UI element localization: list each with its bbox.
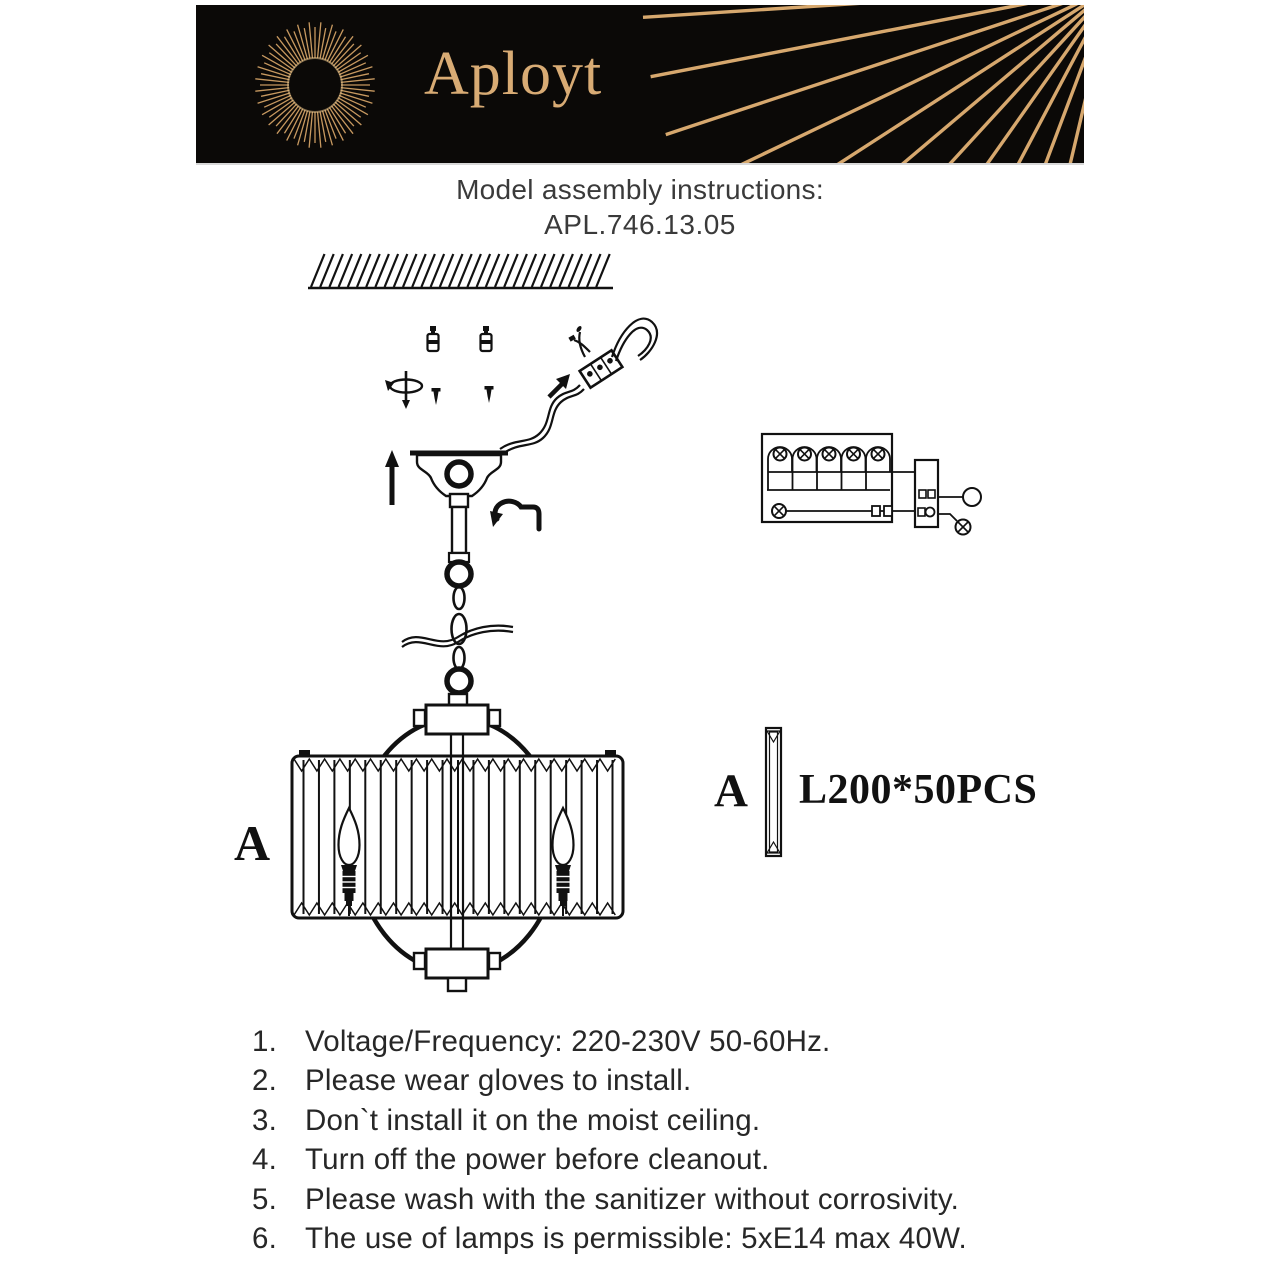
wiring-diagram bbox=[762, 434, 981, 535]
chain-drawing bbox=[402, 507, 513, 693]
model-number: APL.746.13.05 bbox=[544, 209, 736, 240]
item-text: Please wear gloves to install. bbox=[305, 1064, 692, 1098]
legend-spec: L200*50PCS bbox=[799, 767, 1038, 813]
chandelier-drawing bbox=[292, 694, 623, 991]
top-hub bbox=[426, 705, 488, 734]
ground-terminal bbox=[963, 488, 981, 506]
terminal-connector-icon bbox=[580, 350, 623, 387]
ceiling-canopy-drawing bbox=[410, 453, 508, 507]
item-number: 6. bbox=[252, 1222, 278, 1256]
anchor-plug-icon bbox=[481, 326, 492, 351]
item-number: 1. bbox=[252, 1025, 278, 1058]
screw-icon bbox=[432, 388, 441, 405]
item-number: 2. bbox=[252, 1064, 278, 1098]
brand-name: Aployt bbox=[424, 40, 603, 108]
anchor-plug-icon bbox=[428, 326, 439, 351]
item-text: Voltage/Frequency: 220-230V 50-60Hz. bbox=[305, 1025, 831, 1058]
bottom-hub bbox=[426, 949, 488, 978]
legend-part-label: A bbox=[714, 765, 748, 817]
instruction-item bbox=[252, 1180, 967, 1219]
item-text: Please wash with the sanitizer without corrosivity. bbox=[305, 1182, 959, 1216]
mains-cable-drawing bbox=[500, 319, 657, 453]
instruction-item bbox=[252, 1022, 967, 1061]
instruction-item bbox=[252, 1140, 967, 1179]
instruction-item bbox=[252, 1061, 967, 1100]
legend-crystal-drawing bbox=[766, 728, 781, 856]
doc-title: Model assembly instructions: bbox=[456, 174, 824, 205]
item-text: Turn off the power before cleanout. bbox=[305, 1143, 770, 1177]
screw-icon bbox=[485, 386, 494, 403]
rotate-screw-icon bbox=[385, 371, 422, 409]
item-number: 5. bbox=[252, 1182, 278, 1216]
instruction-item bbox=[252, 1101, 967, 1140]
item-number: 3. bbox=[252, 1103, 278, 1137]
item-text: The use of lamps is permissible: 5xE14 max 40W. bbox=[305, 1222, 967, 1256]
ceiling-hatch bbox=[308, 254, 613, 288]
up-arrow-icon bbox=[385, 450, 399, 505]
part-label-a: A bbox=[234, 815, 271, 871]
instruction-list bbox=[252, 1022, 967, 1258]
hook-icon bbox=[490, 501, 539, 529]
item-text: Don`t install it on the moist ceiling. bbox=[305, 1103, 761, 1137]
item-number: 4. bbox=[252, 1143, 278, 1177]
instruction-item bbox=[252, 1219, 967, 1258]
